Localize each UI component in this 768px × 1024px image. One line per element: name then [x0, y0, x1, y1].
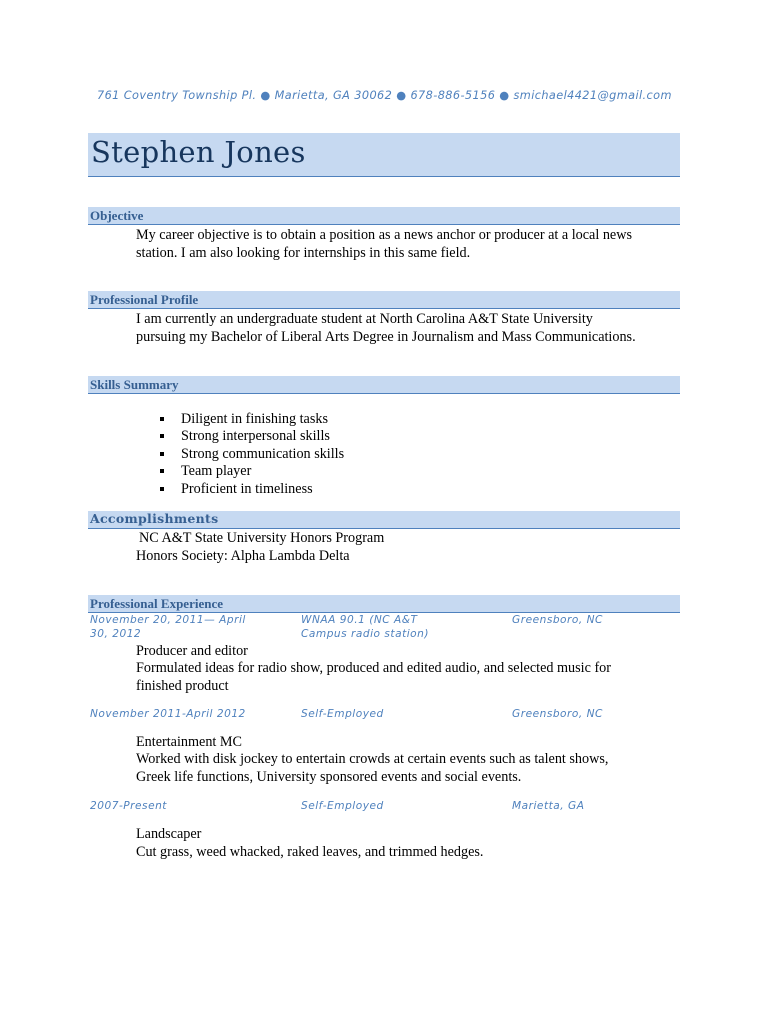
job-dates-line: 30, 2012: [90, 627, 142, 640]
skill-item: Strong interpersonal skills: [160, 428, 344, 445]
profile-header: [88, 291, 680, 309]
job-description: [136, 660, 676, 695]
skills-header: [88, 376, 680, 394]
job-dates: 2007-Present: [90, 800, 167, 812]
name-banner: [88, 133, 680, 177]
job-description: [136, 751, 676, 786]
job-employer-line: WNAA 90.1 (NC A&T: [301, 614, 418, 626]
accomplishments-title: Accomplishments: [90, 511, 219, 526]
accomplishment-line: Honors Society: Alpha Lambda Delta: [136, 547, 350, 564]
skills-title: Skills Summary: [90, 377, 179, 392]
profile-line: I am currently an undergraduate student at North Carolina A&T State University: [136, 311, 593, 327]
skill-item: Team player: [160, 463, 344, 480]
job-description-line: Cut grass, weed whacked, raked leaves, and trimmed hedges.: [136, 844, 484, 860]
job-description-line: Worked with disk jockey to entertain crowds at certain events such as talent shows,: [136, 751, 609, 767]
accomplishments-header: [88, 511, 680, 529]
job-employer: Self-Employed: [301, 800, 384, 812]
objective-line: My career objective is to obtain a position as a news anchor or producer at a local news: [136, 227, 632, 243]
job-location: Marietta, GA: [512, 800, 585, 812]
job-description-line: Greek life functions, University sponsored events and social events.: [136, 768, 522, 785]
accomplishment-line: NC A&T State University Honors Program: [139, 530, 385, 546]
job-description-line: Formulated ideas for radio show, produced and edited audio, and selected music for: [136, 660, 612, 676]
job-dates-line: November 20, 2011— April: [90, 614, 246, 626]
job-location: Greensboro, NC: [512, 614, 603, 626]
job-description-line: finished product: [136, 677, 229, 694]
job-employer-line: Campus radio station): [301, 627, 429, 640]
profile-title: Professional Profile: [90, 292, 199, 307]
accomplishments-text: [136, 530, 676, 565]
experience-header: [88, 595, 680, 613]
objective-text: [136, 227, 676, 262]
job-role: Entertainment MC: [136, 734, 242, 750]
job-employer: [301, 614, 429, 641]
job-role: Producer and editor: [136, 643, 248, 659]
experience-title: Professional Experience: [90, 596, 223, 611]
skill-item: Diligent in finishing tasks: [160, 411, 344, 428]
job-employer: Self-Employed: [301, 708, 384, 720]
contact-line: 761 Coventry Township Pl. ● Marietta, GA 30062 ● 678-886-5156 ● smichael4421@gmail.com: [97, 89, 672, 102]
job-dates: November 2011-April 2012: [90, 708, 246, 720]
objective-line: station. I am also looking for internships in this same field.: [136, 244, 471, 261]
skill-item: Proficient in timeliness: [160, 481, 344, 498]
profile-text: [136, 311, 676, 346]
candidate-name: Stephen Jones: [91, 135, 306, 169]
objective-header: [88, 207, 680, 225]
job-dates: [90, 614, 246, 641]
skill-item: Strong communication skills: [160, 446, 344, 463]
objective-title: Objective: [90, 208, 144, 223]
job-description: [136, 844, 676, 862]
skills-list: [160, 411, 344, 498]
profile-line: pursuing my Bachelor of Liberal Arts Degree in Journalism and Mass Communications.: [136, 328, 636, 345]
job-role: Landscaper: [136, 826, 202, 842]
job-location: Greensboro, NC: [512, 708, 603, 720]
